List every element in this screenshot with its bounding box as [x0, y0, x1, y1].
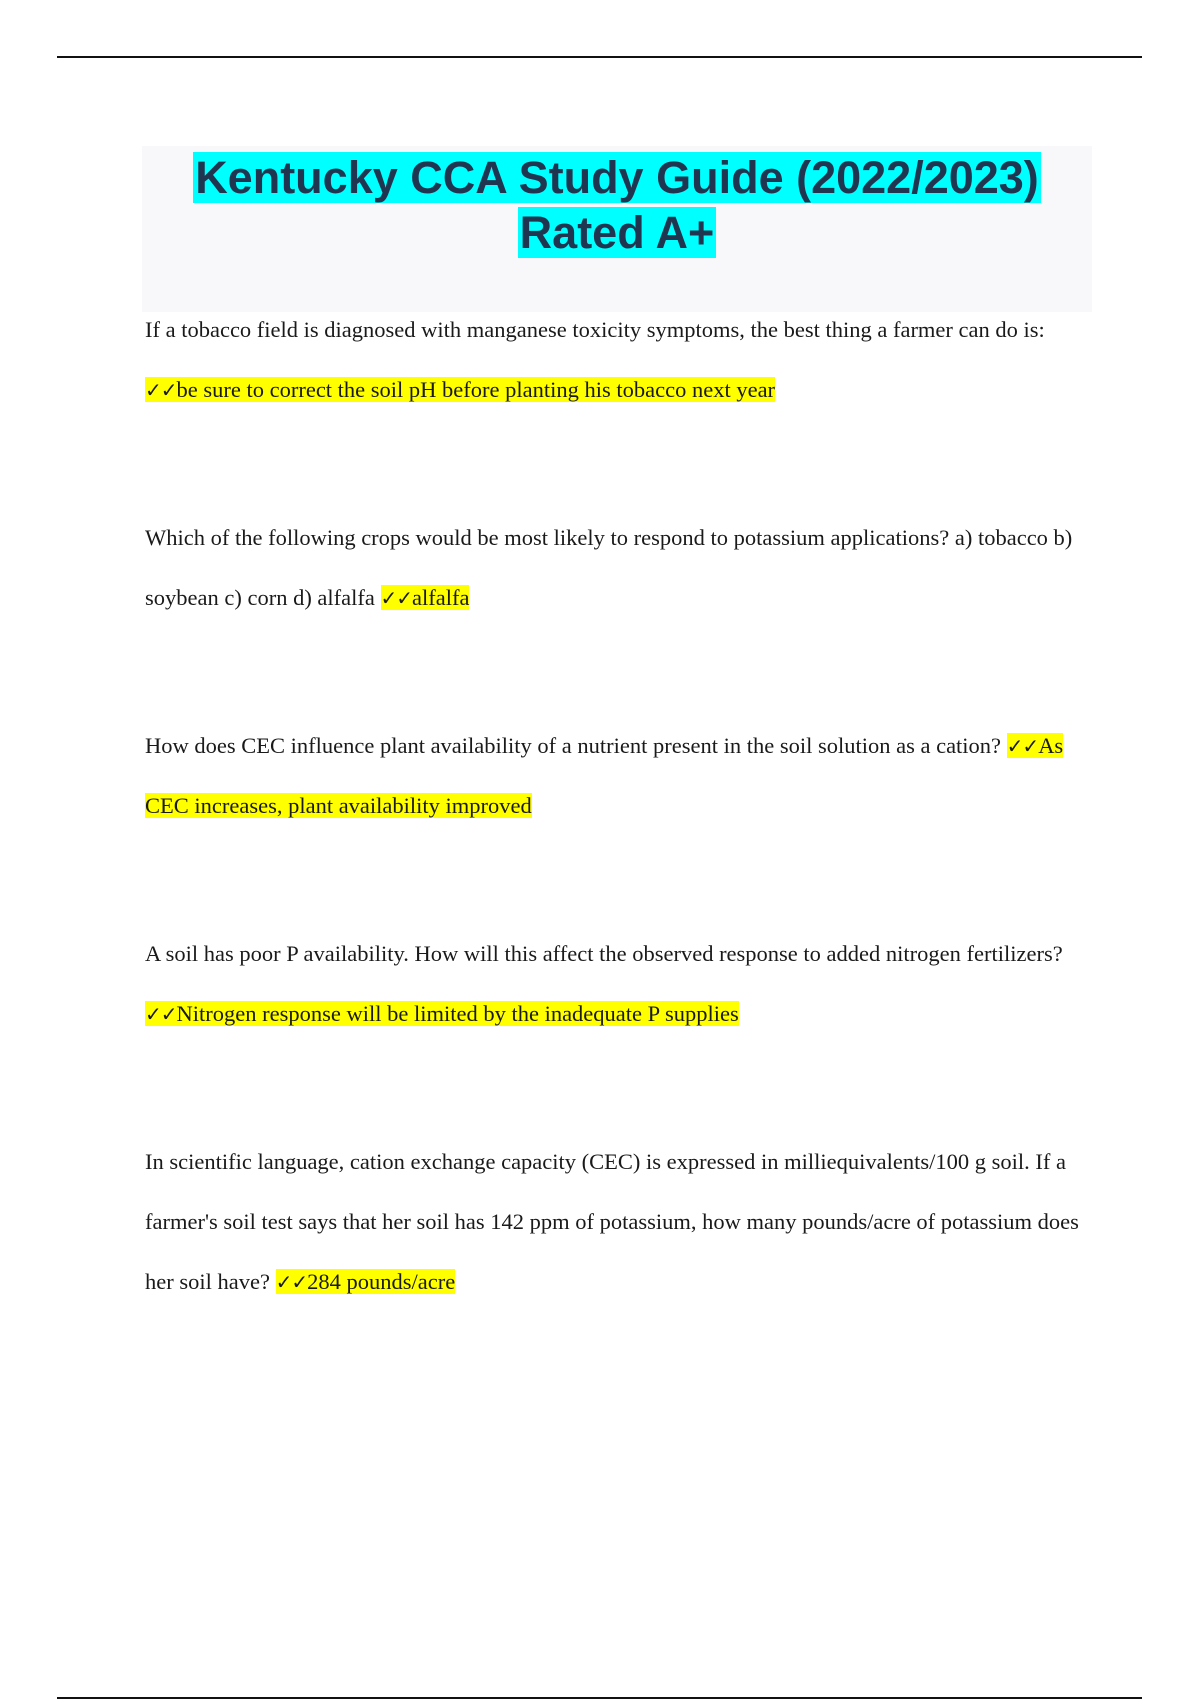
- title-line-1: Kentucky CCA Study Guide (2022/2023): [195, 152, 1039, 203]
- double-check-icon: ✓✓: [1006, 734, 1039, 758]
- qa-item-2: [145, 508, 1095, 628]
- double-check-icon: ✓✓: [145, 1002, 177, 1026]
- question-text: How does CEC influence plant availability of a nutrient present in the soil solution as a cation?: [145, 733, 1007, 758]
- qa-item-1: [145, 300, 1095, 420]
- answer-text: 284 pounds/acre: [307, 1269, 456, 1294]
- qa-list: [145, 300, 1095, 1312]
- top-rule: [57, 56, 1142, 58]
- answer-text: alfalfa: [412, 585, 470, 610]
- answer-highlight: [276, 1269, 456, 1294]
- title-block: [142, 146, 1092, 312]
- double-check-icon: ✓✓: [145, 378, 177, 402]
- title-line-2: Rated A+: [519, 207, 715, 258]
- answer-text: Nitrogen response will be limited by the inadequate P supplies: [176, 1001, 739, 1026]
- answer-highlight: [145, 1001, 739, 1026]
- qa-item-3: [145, 716, 1095, 836]
- answer-highlight: [381, 585, 470, 610]
- bottom-rule: [57, 1697, 1142, 1699]
- question-text: If a tobacco field is diagnosed with manganese toxicity symptoms, the best thing a farmer can do is:: [145, 317, 1045, 342]
- page-title: [142, 146, 1092, 260]
- qa-item-5: [145, 1132, 1095, 1312]
- question-text: In scientific language, cation exchange capacity (CEC) is expressed in milliequivalents/100 g soil. If a farmer's soil test says that her soil has 142 ppm of potassium, how many pounds/acre of potassium does her soil have?: [145, 1149, 1079, 1294]
- question-text: A soil has poor P availability. How will this affect the observed response to added nitrogen fertilizers?: [145, 941, 1063, 966]
- answer-text: be sure to correct the soil pH before planting his tobacco next year: [176, 377, 776, 402]
- question-text: Which of the following crops would be most likely to respond to potassium applications? a) tobacco b) soybean c) corn d) alfalfa: [145, 525, 1073, 610]
- double-check-icon: ✓✓: [380, 586, 413, 610]
- answer-highlight: [145, 377, 775, 402]
- answer-text: As CEC increases, plant availability improved: [145, 733, 1064, 818]
- double-check-icon: ✓✓: [275, 1270, 308, 1294]
- qa-item-4: [145, 924, 1095, 1044]
